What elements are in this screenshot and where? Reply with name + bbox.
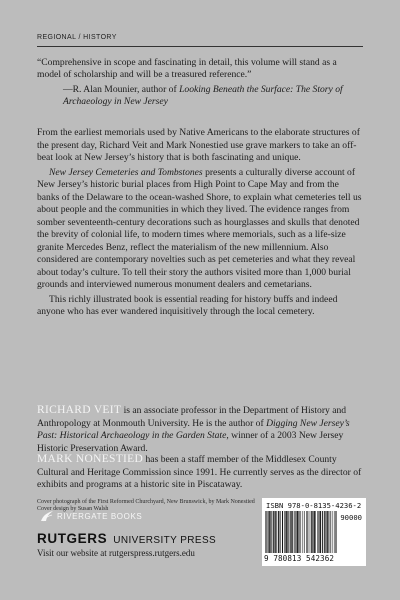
barcode-digits: 9 780813 542362 bbox=[264, 554, 335, 563]
barcode-bar bbox=[336, 511, 337, 553]
barcode-bar bbox=[278, 511, 279, 553]
barcode-bar bbox=[311, 511, 312, 553]
barcode-bar bbox=[328, 511, 329, 553]
barcode-bar bbox=[330, 511, 331, 553]
book-description bbox=[37, 127, 363, 321]
barcode-bar bbox=[306, 511, 307, 553]
publisher-logo bbox=[37, 530, 216, 548]
publisher-website: Visit our website at rutgerspress.rutgers.edu bbox=[37, 548, 195, 558]
author-bio-nonestied bbox=[37, 453, 363, 492]
barcode-bar bbox=[288, 511, 289, 553]
description-paragraph-2 bbox=[37, 167, 363, 292]
barcode-bar bbox=[278, 511, 279, 553]
barcode-bar bbox=[326, 511, 327, 553]
barcode-bar bbox=[290, 511, 291, 553]
barcode-bar bbox=[292, 511, 293, 553]
author-bio-veit-book-title: Digging New Jersey’s Past: Historical Archaeology in the Garden State bbox=[37, 417, 350, 441]
barcode-bar bbox=[287, 511, 288, 553]
barcode-bar bbox=[275, 511, 276, 553]
barcode-bar bbox=[266, 511, 267, 553]
barcode-bar bbox=[327, 511, 328, 553]
barcode-bars bbox=[265, 511, 337, 553]
design-credit: Cover design by Susan Walsh bbox=[37, 506, 109, 513]
barcode-bar bbox=[312, 511, 313, 553]
barcode-bar bbox=[273, 511, 274, 553]
author-bio-veit bbox=[37, 404, 363, 455]
blurb-quote: “Comprehensive in scope and fascinating in detail, this volume will stand as a model of scholarship and will be a treasured reference.” bbox=[37, 57, 337, 81]
barcode-bar bbox=[274, 511, 275, 553]
barcode-bar bbox=[292, 511, 293, 553]
barcode-bar bbox=[268, 511, 269, 553]
barcode-bar bbox=[268, 511, 269, 553]
barcode-bar bbox=[311, 511, 312, 553]
barcode-bar bbox=[332, 511, 333, 553]
barcode-bar bbox=[270, 511, 271, 553]
author-bio-veit-text-2: , winner of a 2003 New Jersey Historic Preservation Award. bbox=[37, 430, 344, 454]
barcode-bar bbox=[314, 511, 315, 553]
barcode-bar bbox=[304, 511, 305, 553]
barcode-bar bbox=[280, 511, 281, 553]
barcode-bar bbox=[321, 511, 322, 553]
barcode-bar bbox=[323, 511, 324, 553]
barcode-bar bbox=[319, 511, 320, 553]
barcode-bar bbox=[313, 511, 314, 553]
barcode-bar bbox=[270, 511, 271, 553]
barcode-bar bbox=[297, 511, 298, 553]
attribution-name: —R. Alan Mounier, author of bbox=[63, 83, 180, 95]
isbn-barcode bbox=[262, 498, 366, 566]
barcode-bar bbox=[294, 511, 295, 553]
description-paragraph-1: From the earliest memorials used by Native Americans to the elaborate structures of the present day, Richard Veit and Mark Nonestied use grave markers to take an off-beat look at New Jersey’s history that is both fascinating and unique. bbox=[37, 127, 360, 163]
barcode-bar bbox=[285, 511, 286, 553]
barcode-bar bbox=[334, 511, 335, 553]
barcode-bar bbox=[299, 511, 300, 553]
divider-rule bbox=[37, 46, 363, 47]
barcode-bar bbox=[335, 511, 336, 553]
barcode-bar bbox=[327, 511, 328, 553]
rivergate-logo-icon bbox=[40, 510, 54, 522]
barcode-bar bbox=[322, 511, 323, 553]
author-name-nonestied: MARK NONESTIED bbox=[37, 453, 144, 465]
description-book-title: New Jersey Cemeteries and Tombstones bbox=[49, 166, 203, 178]
price-code: 90000 bbox=[340, 513, 362, 522]
rivergate-imprint bbox=[40, 510, 142, 522]
barcode-bar bbox=[317, 511, 318, 553]
barcode-bar bbox=[273, 511, 274, 553]
barcode-bar bbox=[324, 511, 325, 553]
description-paragraph-2-text: presents a culturally diverse account of New Jersey’s historic burial places from High Point to Cape May and from the banks of the Delaware to the ocean-washed Shore, to explain what cemeteries tell us about people and the communities in which they lived. The evidence ranges from somber seventeenth-century decorations such as hourglasses and skulls that denoted the brevity of colonial life, to modern times where memorials, such as a life-size granite Mercedes Benz, reflect the materialism of the new millennium. Also considered are contemporary novelties such as pet cemeteries and what they reveal about today’s culture. To tell their story the authors visited more than 1,000 burial grounds and interviewed numerous monument dealers and cemetarians. bbox=[37, 166, 362, 290]
praise-blurb bbox=[37, 57, 363, 109]
barcode-bar bbox=[276, 511, 277, 553]
photo-credit: Cover photograph of the First Reformed Churchyard, New Brunswick, by Mark Nonestied bbox=[37, 499, 255, 505]
barcode-bar bbox=[298, 511, 299, 553]
barcode-bar bbox=[271, 511, 272, 553]
barcode-bar bbox=[265, 511, 266, 553]
barcode-bar bbox=[315, 511, 316, 553]
barcode-bar bbox=[291, 511, 292, 553]
barcode-bar bbox=[300, 511, 301, 553]
barcode-bar bbox=[314, 511, 315, 553]
author-bio-nonestied-text: has been a staff member of the Middlesex County Cultural and Heritage Commission since 1991. He currently serves as the director of exhibits and programs at a historic site in Piscataway. bbox=[37, 454, 362, 490]
barcode-bar bbox=[290, 511, 291, 553]
description-paragraph-3: This richly illustrated book is essential reading for history buffs and indeed anyone who has ever wandered inquisitively through the local cemetery. bbox=[37, 293, 338, 317]
author-name-veit: RICHARD VEIT bbox=[37, 404, 122, 416]
barcode-bar bbox=[329, 511, 330, 553]
barcode-bar bbox=[325, 511, 326, 553]
barcode-bar bbox=[309, 511, 310, 553]
barcode-bar bbox=[286, 511, 287, 553]
barcode-bar bbox=[297, 511, 298, 553]
barcode-bar bbox=[279, 511, 280, 553]
barcode-bar bbox=[284, 511, 285, 553]
barcode-bar bbox=[282, 511, 283, 553]
barcode-bar bbox=[318, 511, 319, 553]
author-bio-veit-text-1: is an associate professor in the Department of History and Anthropology at Monmouth University. He is the author of bbox=[37, 405, 347, 429]
imprint-label: RIVERGATE BOOKS bbox=[57, 512, 143, 521]
attribution-book-title: Looking Beneath the Surface: The Story of Archaeology in New Jersey bbox=[63, 83, 343, 108]
barcode-bar bbox=[282, 511, 283, 553]
barcode-bar bbox=[303, 511, 304, 553]
barcode-bar bbox=[269, 511, 270, 553]
barcode-bar bbox=[296, 511, 297, 553]
barcode-bar bbox=[287, 511, 288, 553]
category-label: REGIONAL / HISTORY bbox=[37, 34, 117, 41]
barcode-bar bbox=[320, 511, 321, 553]
publisher-name-bold: RUTGERS bbox=[37, 531, 108, 546]
barcode-bar bbox=[295, 511, 296, 553]
barcode-bar bbox=[275, 511, 276, 553]
barcode-bar bbox=[307, 511, 308, 553]
isbn-number: ISBN 978-0-8135-4236-2 bbox=[266, 501, 362, 510]
publisher-name-rest: UNIVERSITY PRESS bbox=[113, 535, 217, 546]
blurb-attribution bbox=[63, 84, 363, 109]
